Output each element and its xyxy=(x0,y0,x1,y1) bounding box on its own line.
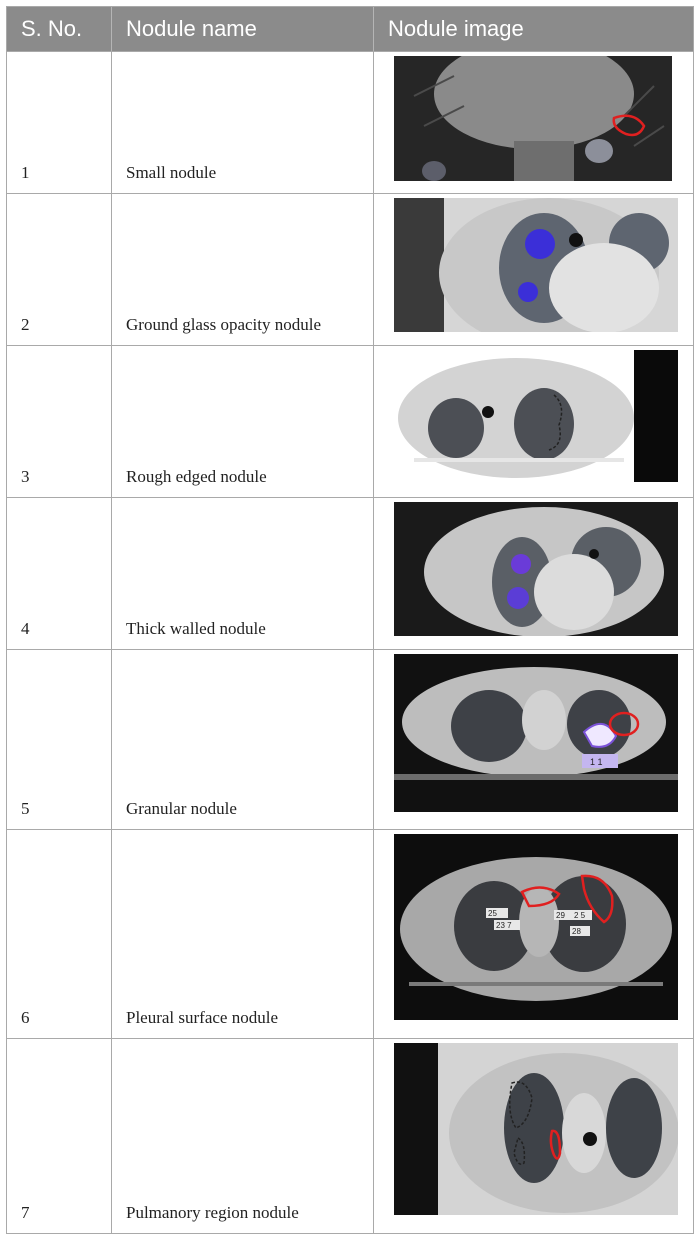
ct-image-small-nodule xyxy=(394,56,672,181)
ct-image-pulmonary-region xyxy=(394,1043,678,1215)
nodule-name: Granular nodule xyxy=(111,650,373,829)
annotation-label: 28 xyxy=(572,927,581,936)
annotation-label: 23 7 xyxy=(496,921,512,930)
annotation-label: 29 xyxy=(556,911,565,920)
nodule-name: Rough edged nodule xyxy=(111,346,373,497)
annotation-label: 25 xyxy=(488,909,497,918)
nodule-name: Pulmanory region nodule xyxy=(111,1039,373,1233)
table-row xyxy=(7,497,693,649)
row-number: 4 xyxy=(21,619,30,638)
table-row xyxy=(7,829,693,1038)
table-header xyxy=(7,7,693,51)
header-sno: S. No. xyxy=(21,16,83,41)
table-row xyxy=(7,193,693,345)
header-nodule-name: Nodule name xyxy=(111,7,373,51)
nodule-name: Ground glass opacity nodule xyxy=(111,194,373,345)
nodule-name: Thick walled nodule xyxy=(111,498,373,649)
nodule-name: Pleural surface nodule xyxy=(111,830,373,1038)
row-number: 3 xyxy=(21,467,30,486)
table-row xyxy=(7,345,693,497)
row-number: 5 xyxy=(21,799,30,818)
annotation-label: 1 1 xyxy=(590,757,603,767)
annotation-label: 2 5 xyxy=(574,911,586,920)
table-row xyxy=(7,51,693,193)
ct-image-rough-edged xyxy=(394,350,678,482)
nodule-name: Small nodule xyxy=(111,52,373,193)
table-row xyxy=(7,649,693,829)
table-row xyxy=(7,1038,693,1233)
ct-image-pleural-surface xyxy=(394,834,678,1020)
row-number: 6 xyxy=(21,1008,30,1027)
ct-image-granular xyxy=(394,654,678,812)
ct-image-ground-glass xyxy=(394,198,678,332)
row-number: 7 xyxy=(21,1203,30,1222)
row-number: 2 xyxy=(21,315,30,334)
nodule-table xyxy=(6,6,694,1234)
row-number: 1 xyxy=(21,163,30,182)
header-nodule-image: Nodule image xyxy=(373,7,693,51)
ct-image-thick-walled xyxy=(394,502,678,636)
